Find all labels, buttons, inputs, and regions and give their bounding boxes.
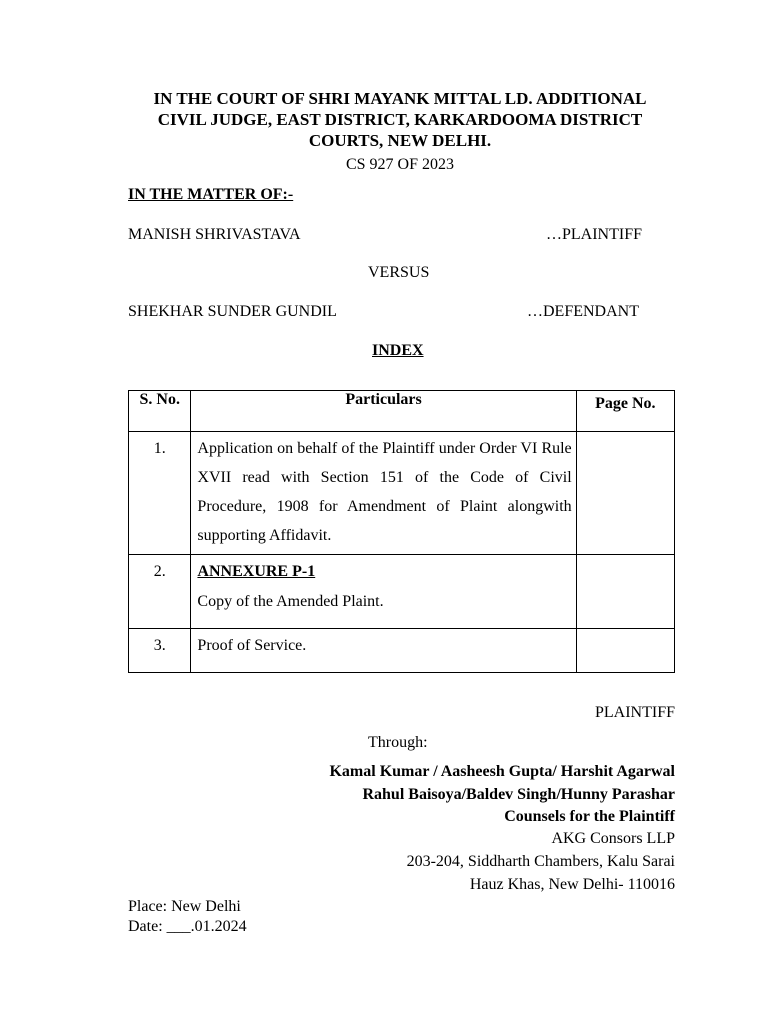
matter-label: IN THE MATTER OF:- bbox=[128, 186, 294, 203]
court-heading bbox=[120, 88, 680, 151]
through-label: Through: bbox=[368, 734, 428, 751]
address-line-2: Hauz Khas, New Delhi- 110016 bbox=[469, 876, 675, 893]
table-row bbox=[129, 629, 675, 673]
table-header-row bbox=[129, 391, 675, 432]
row-sno: 2. bbox=[129, 555, 191, 629]
row-page-no bbox=[576, 432, 674, 555]
defendant-role: …DEFENDANT bbox=[527, 303, 639, 320]
court-heading-line-1: IN THE COURT OF SHRI MAYANK MITTAL LD. ADDITIONAL bbox=[153, 89, 647, 108]
place-label: Place: New Delhi bbox=[128, 898, 241, 915]
plaintiff-name: MANISH SHRIVASTAVA bbox=[128, 226, 301, 243]
header-sno: S. No. bbox=[129, 391, 191, 432]
versus-label: VERSUS bbox=[368, 264, 430, 281]
table-row bbox=[129, 432, 675, 555]
defendant-name: SHEKHAR SUNDER GUNDIL bbox=[128, 303, 337, 320]
counsel-line-1: Kamal Kumar / Aasheesh Gupta/ Harshit Agarwal bbox=[329, 763, 675, 780]
date-label: Date: ___.01.2024 bbox=[128, 918, 247, 935]
signature-party: PLAINTIFF bbox=[594, 704, 675, 721]
row-particulars: Proof of Service. bbox=[191, 629, 576, 673]
header-particulars: Particulars bbox=[191, 391, 576, 432]
row-page-no bbox=[576, 555, 674, 629]
row-page-no bbox=[576, 629, 674, 673]
index-table bbox=[128, 390, 675, 673]
row-sno: 3. bbox=[129, 629, 191, 673]
row-particulars: Application on behalf of the Plaintiff under Order VI Rule XVII read with Section 151 of the Code of Civil Procedure, 1908 for Amendment of Plaint alongwith supporting Affidavit. bbox=[191, 432, 576, 555]
plaintiff-role: …PLAINTIFF bbox=[546, 226, 643, 243]
court-heading-line-2: CIVIL JUDGE, EAST DISTRICT, KARKARDOOMA DISTRICT bbox=[157, 110, 643, 129]
row-particulars: Copy of the Amended Plaint. bbox=[197, 593, 384, 610]
row-sno: 1. bbox=[129, 432, 191, 555]
case-number: CS 927 OF 2023 bbox=[345, 156, 455, 173]
header-page-no: Page No. bbox=[576, 391, 674, 432]
row-particulars-cell bbox=[191, 555, 576, 629]
counsel-line-2: Rahul Baisoya/Baldev Singh/Hunny Parashar bbox=[362, 786, 675, 803]
counsel-line-3: Counsels for the Plaintiff bbox=[504, 808, 675, 825]
index-title: INDEX bbox=[372, 342, 424, 359]
address-line-1: 203-204, Siddharth Chambers, Kalu Sarai bbox=[406, 853, 675, 870]
court-heading-line-3: COURTS, NEW DELHI. bbox=[308, 131, 492, 150]
annexure-label: ANNEXURE P-1 bbox=[197, 563, 316, 580]
firm-name: AKG Consors LLP bbox=[551, 830, 675, 847]
table-row bbox=[129, 555, 675, 629]
